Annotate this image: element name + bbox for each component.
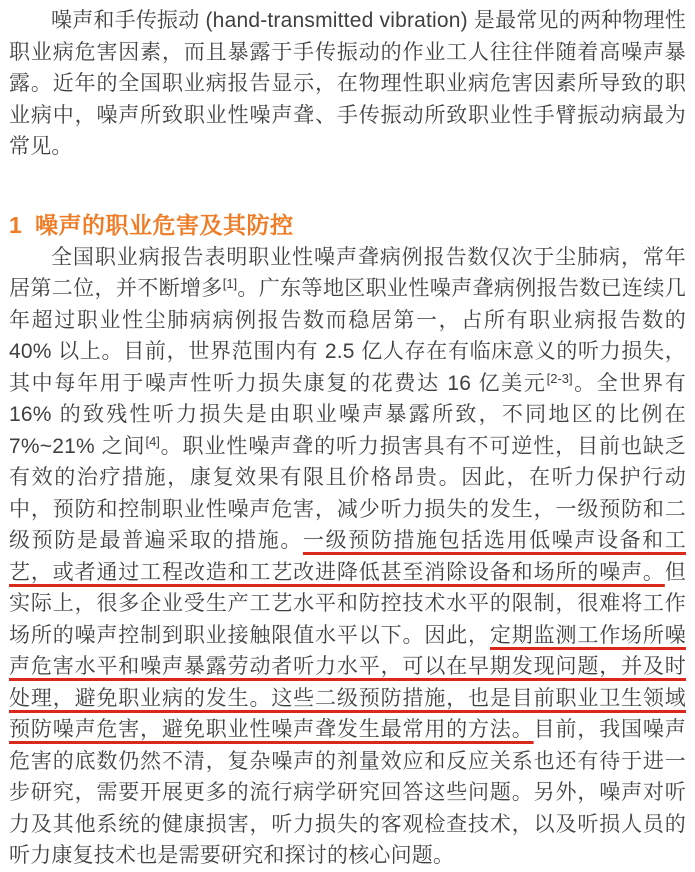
text-segment: 全国职业病报告表明职业性噪声聋病例报告数仅次于尘肺病，常年居第二位，并不断增多: [9, 245, 686, 300]
body-paragraph: [9, 242, 693, 872]
citation-ref: [4]: [145, 433, 160, 449]
intro-paragraph: [9, 5, 686, 163]
text-segment: 。广东等地区职业性噪声聋病例报告数已连续几年超过职业性尘肺病病例报告数而稳居第一，占所有职业病报告数的 40% 以上。目前，世界范围内有 2.5 亿人存在有临床意义的听力损失，其中每年用于噪声性听力损失康复的花费达 16 亿美元: [9, 277, 693, 395]
citation-ref: [2-3]: [546, 370, 573, 386]
section-number: 1: [9, 211, 23, 238]
section-heading: [9, 209, 686, 242]
underlined-text: 一级预防措施包括选用低噪声设备和工艺，或者通过工程改造和工艺改进降低甚至消除设备和场所的噪声。: [9, 529, 686, 584]
underlined-text: 定期监测工作场所噪声危害水平和噪声暴露劳动者听力水平，可以在早期发现问题，并及时处理，避免职业病的发生。这些二级预防措施，也是目前职业卫生领域预防噪声危害，避免职业性噪声聋发生最常用的方法。: [9, 623, 686, 741]
text-segment: 噪声和手传振动 (hand-transmitted vibration) 是最常见的两种物理性职业病危害因素，而且暴露于手传振动的作业工人往往伴随着高噪声暴露。近年的全国职业病报告显示，在物理性职业病危害因素所导致的职业病中，噪声所致职业性噪声聋、手传振动所致职业性手臂振动病最为常见。: [9, 9, 686, 158]
section-title: 噪声的职业危害及其防控: [34, 211, 294, 238]
text-segment: 但实际上，很多企业受生产工艺水平和防控技术水平的限制，很难将工作场所的噪声控制到职业接触限值水平以下。因此，: [9, 560, 686, 647]
text-segment: 。全世界有 16% 的致残性听力损失是由职业噪声暴露所致，不同地区的比例在 7%~21% 之间: [9, 371, 693, 458]
text-segment: 目前，我国噪声危害的底数仍然不清，复杂噪声的剂量效应和反应关系也还有待于进一步研究，需要开展更多的流行病学研究回答这些问题。另外，噪声对听力及其他系统的健康损害，听力损失的客观检查技术，以及听损人员的听力康复技术也是需要研究和探讨的核心问题。: [9, 718, 686, 867]
citation-ref: [1]: [222, 276, 238, 291]
text-segment: 。职业性噪声聋的听力损害具有不可逆性，目前也缺乏有效的治疗措施，康复效果有限且价格昂贵。因此，在听力保护行动中，预防和控制职业性噪声危害，减少听力损失的发生，一级预防和二级预防是最普遍采取的措施。: [9, 434, 686, 552]
